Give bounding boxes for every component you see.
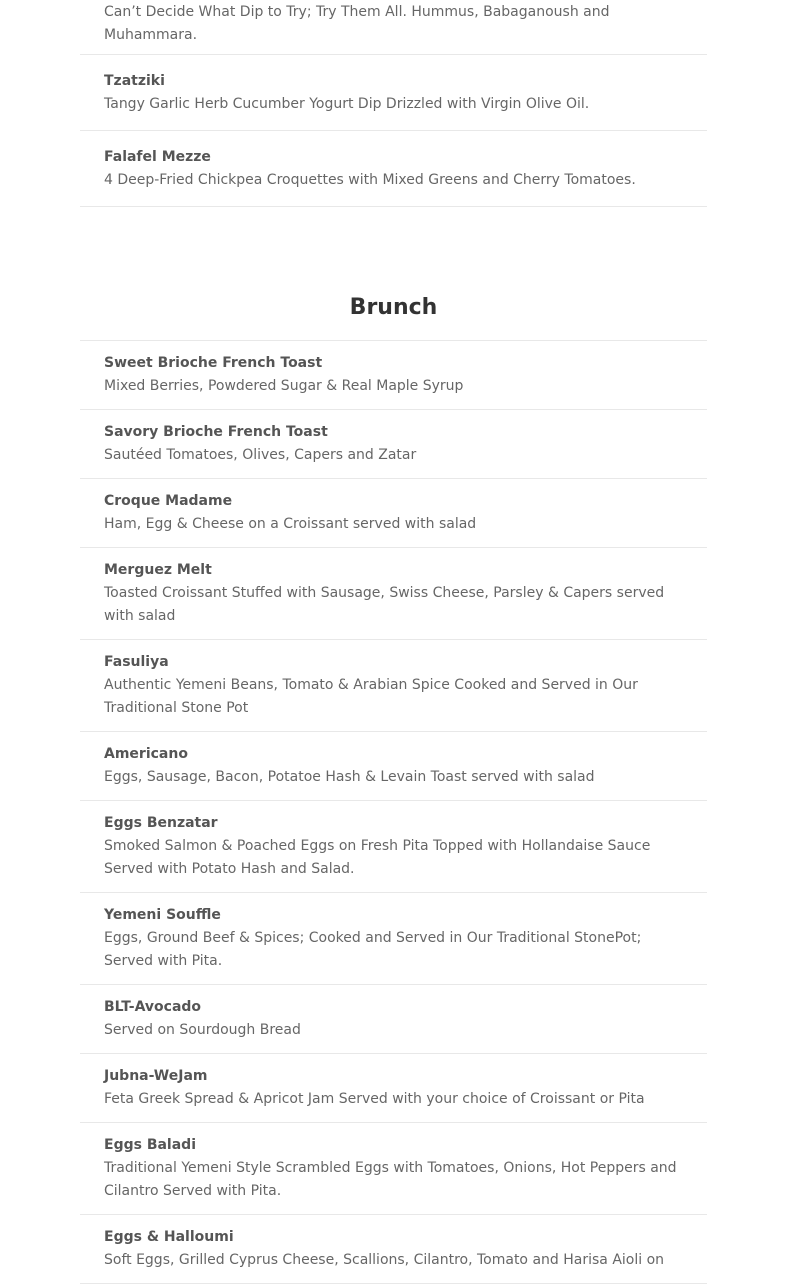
menu-item	[80, 55, 707, 131]
menu-item-description: 4 Deep-Fried Chickpea Croquettes with Mixed Greens and Cherry Tomatoes.	[104, 172, 636, 188]
menu-item-name: Fasuliya	[104, 654, 169, 670]
menu-container	[80, 0, 707, 1284]
menu-item	[80, 548, 707, 640]
menu-item	[80, 1123, 707, 1215]
menu-item-name: Yemeni Souffle	[104, 907, 221, 923]
menu-item	[80, 1215, 707, 1284]
menu-item-description: Authentic Yemeni Beans, Tomato & Arabian Spice Cooked and Served in Our Traditional Stone Pot	[104, 677, 638, 716]
menu-item	[80, 640, 707, 732]
menu-item-name: Eggs & Halloumi	[104, 1229, 234, 1245]
menu-item-description: Eggs, Ground Beef & Spices; Cooked and Served in Our Traditional StonePot; Served with Pita.	[104, 930, 642, 969]
menu-item-description: Sautéed Tomatoes, Olives, Capers and Zatar	[104, 447, 417, 463]
menu-item-description: Served on Sourdough Bread	[104, 1022, 301, 1038]
menu-item	[80, 479, 707, 548]
menu-item	[80, 341, 707, 410]
menu-item	[80, 1054, 707, 1123]
menu-item-description: Ham, Egg & Cheese on a Croissant served with salad	[104, 516, 477, 532]
menu-item-name: Eggs Baladi	[104, 1137, 196, 1153]
menu-item-description: Eggs, Sausage, Bacon, Potatoe Hash & Levain Toast served with salad	[104, 769, 595, 785]
menu-item-name: BLT-Avocado	[104, 999, 202, 1015]
menu-item-description: Traditional Yemeni Style Scrambled Eggs with Tomatoes, Onions, Hot Peppers and Cilantro Served with Pita.	[104, 1160, 677, 1199]
menu-item-description: Can’t Decide What Dip to Try; Try Them All. Hummus, Babaganoush and Muhammara.	[104, 4, 610, 43]
menu-item	[80, 410, 707, 479]
menu-item	[80, 985, 707, 1054]
menu-item-name: Tzatziki	[104, 73, 165, 89]
menu-item-description: Soft Eggs, Grilled Cyprus Cheese, Scallions, Cilantro, Tomato and Harisa Aioli on	[104, 1252, 665, 1268]
menu-item	[80, 732, 707, 801]
menu-item	[80, 131, 707, 207]
menu-item	[80, 801, 707, 893]
menu-item-description: Smoked Salmon & Poached Eggs on Fresh Pita Topped with Hollandaise Sauce Served with Potato Hash and Salad.	[104, 838, 651, 877]
menu-item-description: Tangy Garlic Herb Cucumber Yogurt Dip Drizzled with Virgin Olive Oil.	[104, 96, 590, 112]
menu-item-name: Savory Brioche French Toast	[104, 424, 328, 440]
menu-item-name: Sweet Brioche French Toast	[104, 355, 323, 371]
previous-section-items	[80, 0, 707, 207]
menu-item-description: Mixed Berries, Powdered Sugar & Real Maple Syrup	[104, 378, 464, 394]
menu-item-name: Americano	[104, 746, 188, 762]
menu-item-description: Feta Greek Spread & Apricot Jam Served with your choice of Croissant or Pita	[104, 1091, 645, 1107]
menu-item-name: Eggs Benzatar	[104, 815, 218, 831]
menu-item	[80, 0, 707, 55]
menu-item-description: Toasted Croissant Stuffed with Sausage, Swiss Cheese, Parsley & Capers served with salad	[104, 585, 665, 624]
menu-item-name: Merguez Melt	[104, 562, 212, 578]
section-title: Brunch	[349, 295, 438, 320]
menu-item-name: Jubna-WeJam	[104, 1068, 208, 1084]
brunch-items	[80, 341, 707, 1284]
menu-item	[80, 893, 707, 985]
menu-item-name: Croque Madame	[104, 493, 233, 509]
brunch-section-header	[80, 207, 707, 341]
menu-item-name: Falafel Mezze	[104, 149, 211, 165]
